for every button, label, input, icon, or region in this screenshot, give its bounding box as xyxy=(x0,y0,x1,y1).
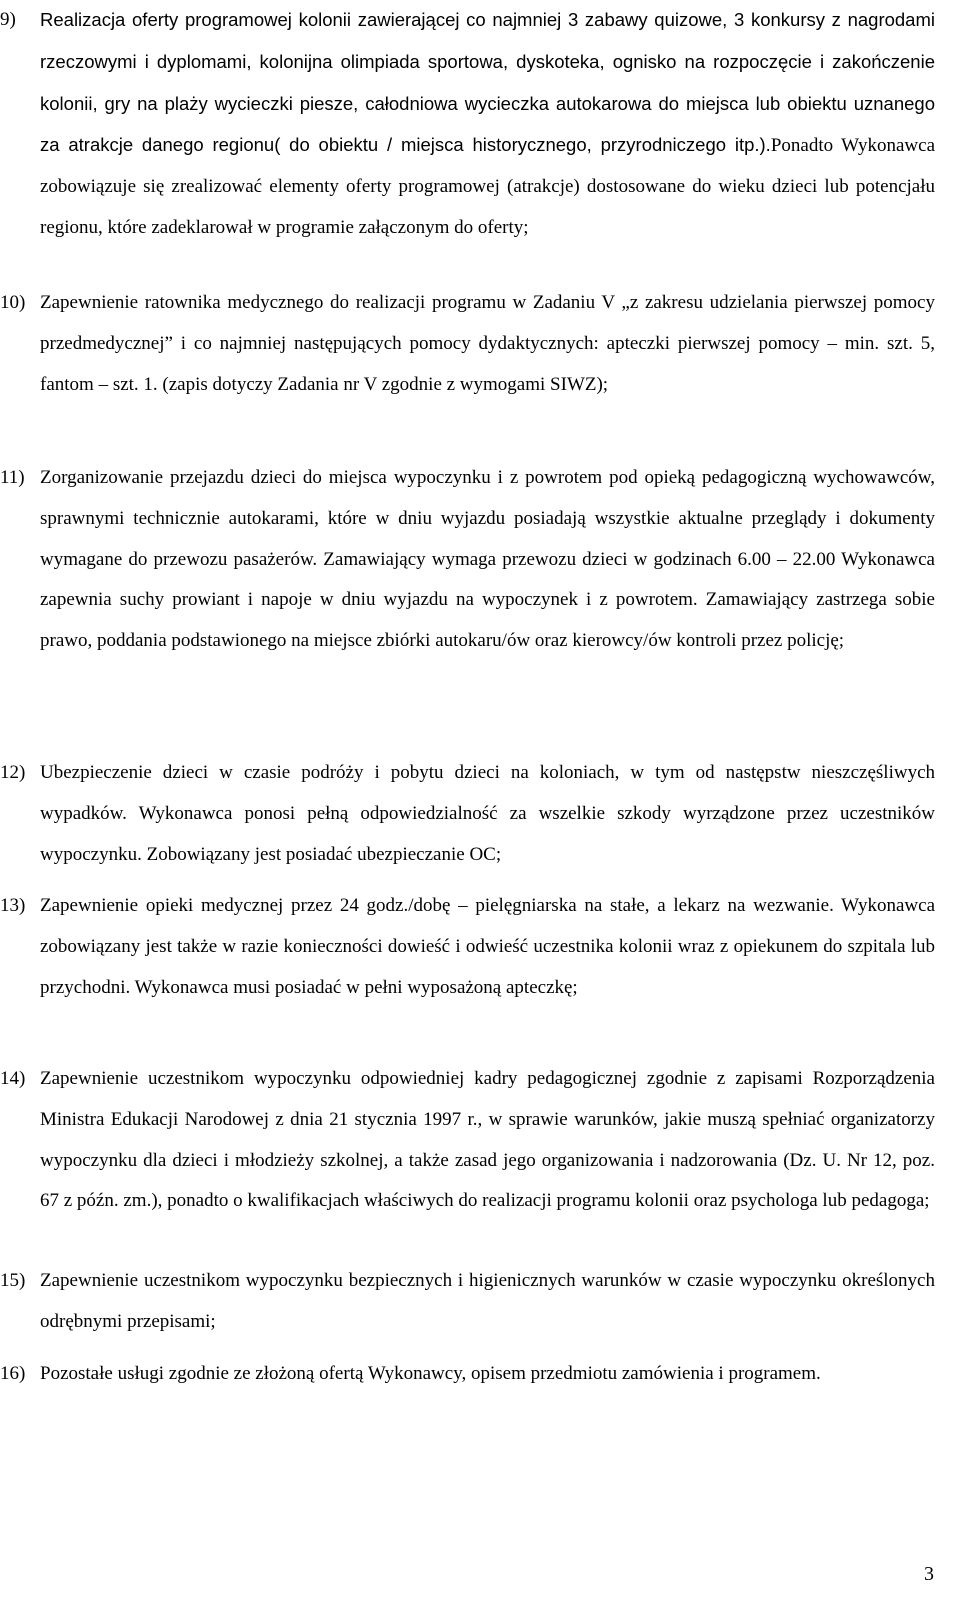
item-number: 14) xyxy=(0,1068,26,1089)
item-text: Ubezpieczenie dzieci w czasie podróży i pobytu dzieci na koloniach, w tym od następstw nieszczęśliwych wypadków. Wykonawca ponosi pełną odpowiedzialność za wszelkie szkody wyrządzone przez uczestników wypoczynku. Zobowiązany jest posiadać ubezpieczanie OC; xyxy=(40,762,935,865)
item-text-part-serif: Ponadto Wykonawca zobowiązuje się zrealizować elementy oferty programowej (atrakcje) dostosowane do wieku dzieci lub potencjału regionu, które zadeklarował w programie załączonym do oferty; xyxy=(40,135,935,238)
item-text: Zorganizowanie przejazdu dzieci do miejsca wypoczynku i z powrotem pod opieką pedagogiczną wychowawców, sprawnymi technicznie autokarami, które w dniu wyjazdu posiadają wszystkie aktualne przeglądy i dokumenty wymagane do przewozu pasażerów. Zamawiający wymaga przewozu dzieci w godzinach 6.00 – 22.00 Wykonawca zapewnia suchy prowiant i napoje w dniu wyjazdu na wypoczynek i z powrotem. Zamawiający zastrzega sobie prawo, poddania podstawionego na miejsce zbiórki autokaru/ów oraz kierowcy/ów kontroli przez policję; xyxy=(40,467,935,652)
item-number: 11) xyxy=(0,467,25,488)
item-number: 15) xyxy=(0,1270,26,1291)
item-text: Pozostałe usługi zgodnie ze złożoną ofertą Wykonawcy, opisem przedmiotu zamówienia i programem. xyxy=(40,1363,821,1384)
item-text: Zapewnienie opieki medycznej przez 24 godz./dobę – pielęgniarska na stałe, a lekarz na wezwanie. Wykonawca zobowiązany jest także w razie konieczności dowieść i odwieść uczestnika kolonii wraz z opiekunem do szpitala lub przychodni. Wykonawca musi posiadać w pełni wyposażoną apteczkę; xyxy=(40,895,935,998)
item-text-part-sans: Realizacja oferty programowej kolonii zawierającej co najmniej 3 zabawy quizowe, 3 konkursy z nagrodami rzeczowymi i dyplomami, kolonijna olimpiada sportowa, dyskoteka, ognisko na rozpoczęcie i zakończenie kolonii, gry na plaży wycieczki piesze, całodniowa wycieczka autokarowa do miejsca lub obiektu uznanego za atrakcje danego regionu( do obiektu / miejsca historycznego, przyrodniczego itp.). xyxy=(40,9,935,156)
item-number: 9) xyxy=(0,9,16,30)
item-number: 13) xyxy=(0,895,26,916)
item-text: Zapewnienie ratownika medycznego do realizacji programu w Zadaniu V „z zakresu udzielania pierwszej pomocy przedmedycznej” i co najmniej następujących pomocy dydaktycznych: apteczki pierwszej pomocy – min. szt. 5, fantom – szt. 1. (zapis dotyczy Zadania nr V zgodnie z wymogami SIWZ); xyxy=(40,292,935,395)
item-text xyxy=(40,0,935,249)
item-text: Zapewnienie uczestnikom wypoczynku bezpiecznych i higienicznych warunków w czasie wypoczynku określonych odrębnymi przepisami; xyxy=(40,1270,935,1332)
item-number: 10) xyxy=(0,292,26,313)
page-number: 3 xyxy=(924,1563,934,1585)
item-number: 16) xyxy=(0,1363,26,1384)
item-number: 12) xyxy=(0,762,26,783)
item-text: Zapewnienie uczestnikom wypoczynku odpowiedniej kadry pedagogicznej zgodnie z zapisami Rozporządzenia Ministra Edukacji Narodowej z dnia 21 stycznia 1997 r., w sprawie warunków, jakie muszą spełniać organizatorzy wypoczynku dla dzieci i młodzieży szkolnej, a także zasad jego organizowania i nadzorowania (Dz. U. Nr 12, poz. 67 z późn. zm.), ponadto o kwalifikacjach właściwych do realizacji programu kolonii oraz psychologa lub pedagoga; xyxy=(40,1068,935,1212)
